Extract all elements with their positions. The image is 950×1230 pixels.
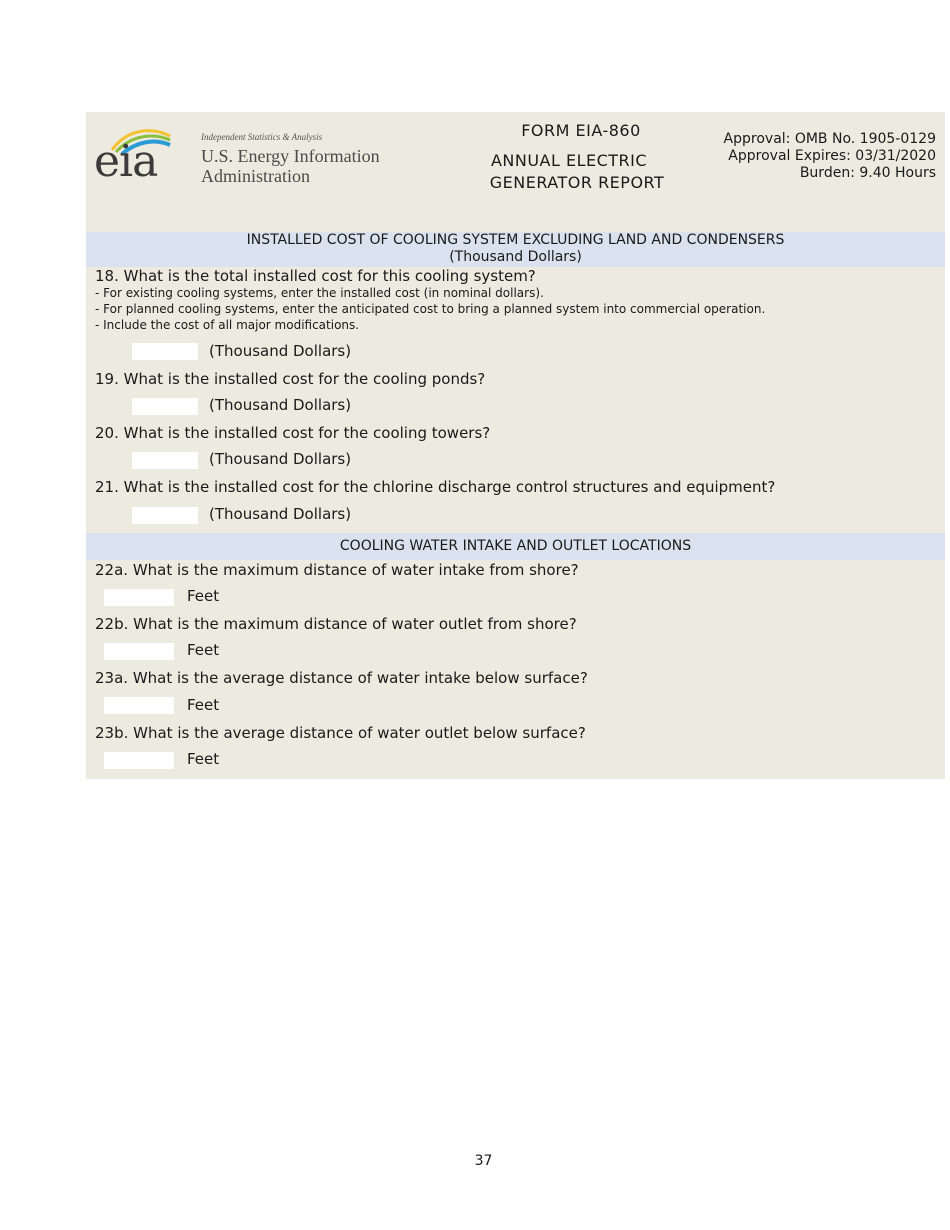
question-18-note-3: - Include the cost of all major modifications.	[95, 318, 360, 332]
chlorine-control-cost-input[interactable]	[132, 507, 198, 524]
intake-distance-from-shore-input[interactable]	[104, 589, 174, 606]
logo-org-name: U.S. Energy Information Administration	[201, 146, 380, 186]
question-18: 18. What is the total installed cost for this cooling system?	[95, 267, 536, 285]
cooling-ponds-cost-input[interactable]	[132, 398, 198, 415]
question-18-note-1: - For existing cooling systems, enter the installed cost (in nominal dollars).	[95, 286, 544, 300]
question-23b: 23b. What is the average distance of water outlet below surface?	[95, 724, 586, 742]
question-18-note-2: - For planned cooling systems, enter the anticipated cost to bring a planned system into commercial operation.	[95, 302, 766, 316]
form-title-line1: ANNUAL ELECTRIC	[490, 151, 648, 170]
unit-label: (Thousand Dollars)	[209, 450, 352, 468]
unit-label: Feet	[187, 750, 220, 768]
question-22a: 22a. What is the maximum distance of water intake from shore?	[95, 561, 579, 579]
eia-logo	[94, 124, 394, 188]
outlet-depth-below-surface-input[interactable]	[104, 752, 174, 769]
question-19: 19. What is the installed cost for the cooling ponds?	[95, 370, 486, 388]
question-21: 21. What is the installed cost for the chlorine discharge control structures and equipment?	[95, 478, 776, 496]
approval-expires: Approval Expires: 03/31/2020	[728, 148, 936, 164]
unit-label: (Thousand Dollars)	[209, 342, 352, 360]
section-header-installed-cost	[86, 232, 945, 267]
unit-label: (Thousand Dollars)	[209, 505, 352, 523]
eia-860-form	[86, 112, 945, 779]
unit-label: (Thousand Dollars)	[209, 396, 352, 414]
unit-label: Feet	[187, 696, 220, 714]
total-installed-cost-input[interactable]	[132, 343, 198, 360]
cooling-towers-cost-input[interactable]	[132, 452, 198, 469]
omb-number: Approval: OMB No. 1905-0129	[723, 131, 936, 147]
form-title-line2: GENERATOR REPORT	[489, 173, 665, 192]
approval-info	[724, 131, 936, 182]
form-number: FORM EIA-860	[521, 121, 641, 140]
section-subtitle: (Thousand Dollars)	[449, 249, 582, 265]
question-23a: 23a. What is the average distance of water intake below surface?	[95, 669, 588, 687]
outlet-distance-from-shore-input[interactable]	[104, 643, 174, 660]
question-20: 20. What is the installed cost for the cooling towers?	[95, 424, 491, 442]
unit-label: Feet	[187, 587, 220, 605]
intake-depth-below-surface-input[interactable]	[104, 697, 174, 714]
question-22b: 22b. What is the maximum distance of water outlet from shore?	[95, 615, 577, 633]
logo-tagline: Independent Statistics & Analysis	[201, 132, 323, 142]
unit-label: Feet	[187, 641, 220, 659]
section-header-water-locations: COOLING WATER INTAKE AND OUTLET LOCATIONS	[86, 533, 945, 560]
section-title: INSTALLED COST OF COOLING SYSTEM EXCLUDING LAND AND CONDENSERS	[246, 232, 785, 248]
burden-hours: Burden: 9.40 Hours	[799, 165, 936, 181]
logo-mark: eia	[94, 136, 158, 187]
page-number: 37	[474, 1153, 493, 1169]
